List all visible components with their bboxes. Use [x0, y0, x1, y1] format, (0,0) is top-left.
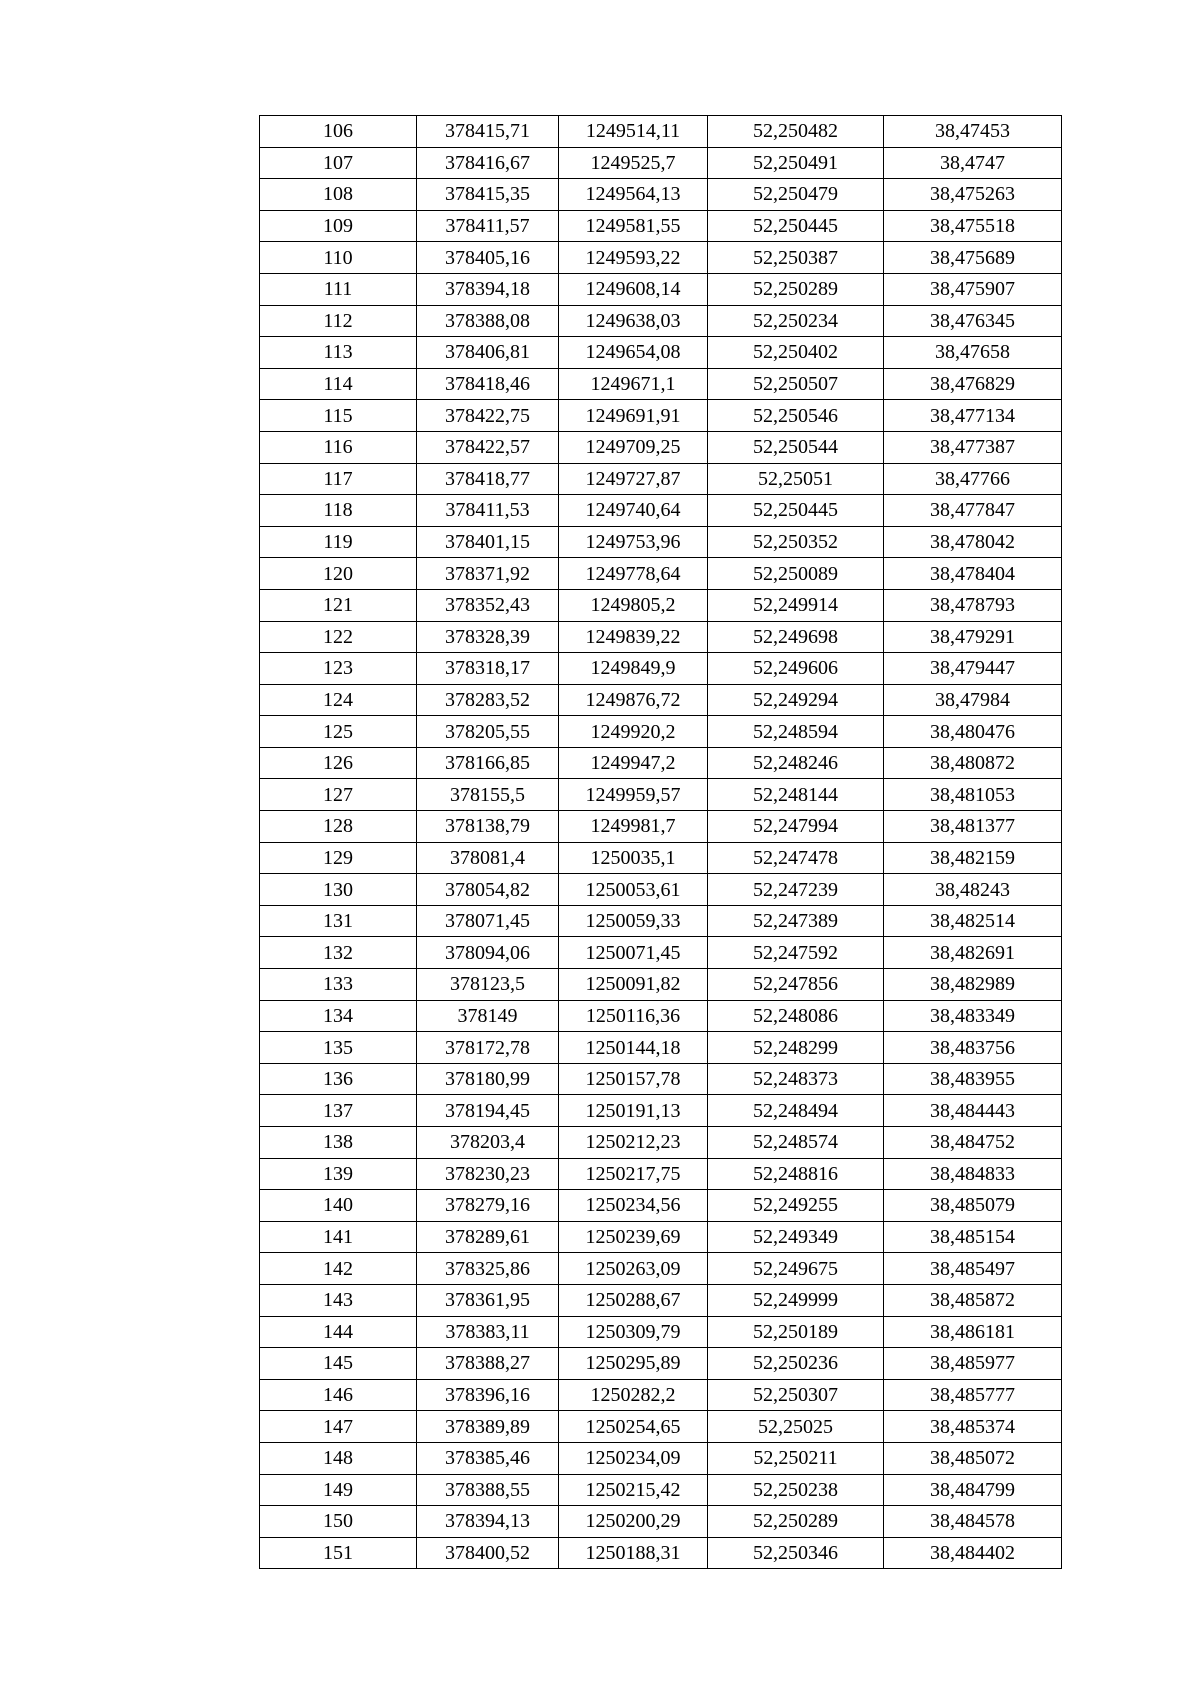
y-coordinate-cell: 1250234,56	[559, 1190, 708, 1222]
y-coordinate-cell: 1249981,7	[559, 811, 708, 843]
x-coordinate-cell: 378415,71	[417, 116, 559, 148]
y-coordinate-cell: 1249839,22	[559, 621, 708, 653]
point-number-cell: 109	[260, 210, 417, 242]
latitude-cell: 52,249606	[708, 653, 884, 685]
table-row	[260, 1190, 1062, 1222]
x-coordinate-cell: 378289,61	[417, 1221, 559, 1253]
longitude-cell: 38,475263	[884, 179, 1062, 211]
latitude-cell: 52,250236	[708, 1348, 884, 1380]
point-number-cell: 140	[260, 1190, 417, 1222]
longitude-cell: 38,478793	[884, 589, 1062, 621]
point-number-cell: 124	[260, 684, 417, 716]
longitude-cell: 38,47984	[884, 684, 1062, 716]
y-coordinate-cell: 1249849,9	[559, 653, 708, 685]
point-number-cell: 126	[260, 747, 417, 779]
x-coordinate-cell: 378318,17	[417, 653, 559, 685]
table-row	[260, 1506, 1062, 1538]
y-coordinate-cell: 1250053,61	[559, 874, 708, 906]
latitude-cell: 52,250211	[708, 1442, 884, 1474]
x-coordinate-cell: 378230,23	[417, 1158, 559, 1190]
point-number-cell: 117	[260, 463, 417, 495]
latitude-cell: 52,247478	[708, 842, 884, 874]
point-number-cell: 150	[260, 1506, 417, 1538]
point-number-cell: 120	[260, 558, 417, 590]
latitude-cell: 52,250445	[708, 210, 884, 242]
y-coordinate-cell: 1249691,91	[559, 400, 708, 432]
x-coordinate-cell: 378396,16	[417, 1379, 559, 1411]
point-number-cell: 123	[260, 653, 417, 685]
x-coordinate-cell: 378394,13	[417, 1506, 559, 1538]
latitude-cell: 52,25025	[708, 1411, 884, 1443]
x-coordinate-cell: 378138,79	[417, 811, 559, 843]
x-coordinate-cell: 378071,45	[417, 905, 559, 937]
table-row	[260, 779, 1062, 811]
latitude-cell: 52,250546	[708, 400, 884, 432]
x-coordinate-cell: 378415,35	[417, 179, 559, 211]
y-coordinate-cell: 1249709,25	[559, 431, 708, 463]
x-coordinate-cell: 378194,45	[417, 1095, 559, 1127]
table-row	[260, 969, 1062, 1001]
latitude-cell: 52,250234	[708, 305, 884, 337]
point-number-cell: 141	[260, 1221, 417, 1253]
x-coordinate-cell: 378405,16	[417, 242, 559, 274]
longitude-cell: 38,484799	[884, 1474, 1062, 1506]
x-coordinate-cell: 378416,67	[417, 147, 559, 179]
point-number-cell: 149	[260, 1474, 417, 1506]
table-row	[260, 1253, 1062, 1285]
longitude-cell: 38,483955	[884, 1063, 1062, 1095]
latitude-cell: 52,249914	[708, 589, 884, 621]
x-coordinate-cell: 378279,16	[417, 1190, 559, 1222]
longitude-cell: 38,480476	[884, 716, 1062, 748]
longitude-cell: 38,475907	[884, 273, 1062, 305]
latitude-cell: 52,250491	[708, 147, 884, 179]
latitude-cell: 52,250352	[708, 526, 884, 558]
latitude-cell: 52,247856	[708, 969, 884, 1001]
table-row	[260, 305, 1062, 337]
latitude-cell: 52,249294	[708, 684, 884, 716]
x-coordinate-cell: 378411,57	[417, 210, 559, 242]
y-coordinate-cell: 1249608,14	[559, 273, 708, 305]
y-coordinate-cell: 1249947,2	[559, 747, 708, 779]
point-number-cell: 114	[260, 368, 417, 400]
latitude-cell: 52,249255	[708, 1190, 884, 1222]
point-number-cell: 122	[260, 621, 417, 653]
x-coordinate-cell: 378054,82	[417, 874, 559, 906]
point-number-cell: 144	[260, 1316, 417, 1348]
table-row	[260, 1000, 1062, 1032]
latitude-cell: 52,250445	[708, 495, 884, 527]
table-row	[260, 1316, 1062, 1348]
latitude-cell: 52,248144	[708, 779, 884, 811]
longitude-cell: 38,485777	[884, 1379, 1062, 1411]
x-coordinate-cell: 378203,4	[417, 1127, 559, 1159]
latitude-cell: 52,248299	[708, 1032, 884, 1064]
latitude-cell: 52,248246	[708, 747, 884, 779]
y-coordinate-cell: 1250200,29	[559, 1506, 708, 1538]
longitude-cell: 38,483756	[884, 1032, 1062, 1064]
x-coordinate-cell: 378418,77	[417, 463, 559, 495]
latitude-cell: 52,248594	[708, 716, 884, 748]
table-row	[260, 811, 1062, 843]
longitude-cell: 38,485977	[884, 1348, 1062, 1380]
x-coordinate-cell: 378422,75	[417, 400, 559, 432]
x-coordinate-cell: 378081,4	[417, 842, 559, 874]
longitude-cell: 38,475518	[884, 210, 1062, 242]
y-coordinate-cell: 1249671,1	[559, 368, 708, 400]
latitude-cell: 52,250089	[708, 558, 884, 590]
longitude-cell: 38,477387	[884, 431, 1062, 463]
point-number-cell: 135	[260, 1032, 417, 1064]
point-number-cell: 128	[260, 811, 417, 843]
table-row	[260, 747, 1062, 779]
longitude-cell: 38,484578	[884, 1506, 1062, 1538]
table-row	[260, 1537, 1062, 1569]
table-row	[260, 842, 1062, 874]
x-coordinate-cell: 378361,95	[417, 1284, 559, 1316]
x-coordinate-cell: 378388,08	[417, 305, 559, 337]
point-number-cell: 108	[260, 179, 417, 211]
point-number-cell: 137	[260, 1095, 417, 1127]
point-number-cell: 133	[260, 969, 417, 1001]
y-coordinate-cell: 1249638,03	[559, 305, 708, 337]
table-row	[260, 716, 1062, 748]
point-number-cell: 121	[260, 589, 417, 621]
table-row	[260, 1221, 1062, 1253]
x-coordinate-cell: 378180,99	[417, 1063, 559, 1095]
point-number-cell: 116	[260, 431, 417, 463]
y-coordinate-cell: 1249753,96	[559, 526, 708, 558]
y-coordinate-cell: 1250035,1	[559, 842, 708, 874]
longitude-cell: 38,479291	[884, 621, 1062, 653]
point-number-cell: 139	[260, 1158, 417, 1190]
y-coordinate-cell: 1250309,79	[559, 1316, 708, 1348]
point-number-cell: 132	[260, 937, 417, 969]
longitude-cell: 38,485079	[884, 1190, 1062, 1222]
latitude-cell: 52,247592	[708, 937, 884, 969]
y-coordinate-cell: 1249805,2	[559, 589, 708, 621]
table-row	[260, 937, 1062, 969]
point-number-cell: 147	[260, 1411, 417, 1443]
x-coordinate-cell: 378328,39	[417, 621, 559, 653]
latitude-cell: 52,250507	[708, 368, 884, 400]
x-coordinate-cell: 378155,5	[417, 779, 559, 811]
x-coordinate-cell: 378352,43	[417, 589, 559, 621]
latitude-cell: 52,250402	[708, 337, 884, 369]
y-coordinate-cell: 1250059,33	[559, 905, 708, 937]
x-coordinate-cell: 378166,85	[417, 747, 559, 779]
latitude-cell: 52,250238	[708, 1474, 884, 1506]
longitude-cell: 38,47658	[884, 337, 1062, 369]
latitude-cell: 52,248574	[708, 1127, 884, 1159]
longitude-cell: 38,481377	[884, 811, 1062, 843]
y-coordinate-cell: 1250191,13	[559, 1095, 708, 1127]
latitude-cell: 52,250346	[708, 1537, 884, 1569]
y-coordinate-cell: 1250215,42	[559, 1474, 708, 1506]
point-number-cell: 130	[260, 874, 417, 906]
y-coordinate-cell: 1250071,45	[559, 937, 708, 969]
longitude-cell: 38,480872	[884, 747, 1062, 779]
longitude-cell: 38,484402	[884, 1537, 1062, 1569]
point-number-cell: 148	[260, 1442, 417, 1474]
y-coordinate-cell: 1249959,57	[559, 779, 708, 811]
point-number-cell: 145	[260, 1348, 417, 1380]
y-coordinate-cell: 1250282,2	[559, 1379, 708, 1411]
table-row	[260, 431, 1062, 463]
y-coordinate-cell: 1249920,2	[559, 716, 708, 748]
point-number-cell: 113	[260, 337, 417, 369]
table-row	[260, 589, 1062, 621]
x-coordinate-cell: 378385,46	[417, 1442, 559, 1474]
y-coordinate-cell: 1249778,64	[559, 558, 708, 590]
x-coordinate-cell: 378400,52	[417, 1537, 559, 1569]
x-coordinate-cell: 378388,55	[417, 1474, 559, 1506]
table-row	[260, 368, 1062, 400]
x-coordinate-cell: 378388,27	[417, 1348, 559, 1380]
x-coordinate-cell: 378401,15	[417, 526, 559, 558]
table-row	[260, 1411, 1062, 1443]
table-row	[260, 495, 1062, 527]
y-coordinate-cell: 1250254,65	[559, 1411, 708, 1443]
table-row	[260, 558, 1062, 590]
x-coordinate-cell: 378383,11	[417, 1316, 559, 1348]
table-row	[260, 400, 1062, 432]
latitude-cell: 52,249999	[708, 1284, 884, 1316]
y-coordinate-cell: 1249564,13	[559, 179, 708, 211]
longitude-cell: 38,485154	[884, 1221, 1062, 1253]
longitude-cell: 38,481053	[884, 779, 1062, 811]
table-row	[260, 463, 1062, 495]
y-coordinate-cell: 1250217,75	[559, 1158, 708, 1190]
latitude-cell: 52,250479	[708, 179, 884, 211]
y-coordinate-cell: 1250116,36	[559, 1000, 708, 1032]
longitude-cell: 38,486181	[884, 1316, 1062, 1348]
y-coordinate-cell: 1250144,18	[559, 1032, 708, 1064]
y-coordinate-cell: 1250295,89	[559, 1348, 708, 1380]
longitude-cell: 38,484833	[884, 1158, 1062, 1190]
point-number-cell: 111	[260, 273, 417, 305]
x-coordinate-cell: 378406,81	[417, 337, 559, 369]
x-coordinate-cell: 378172,78	[417, 1032, 559, 1064]
x-coordinate-cell: 378283,52	[417, 684, 559, 716]
point-number-cell: 112	[260, 305, 417, 337]
longitude-cell: 38,476345	[884, 305, 1062, 337]
longitude-cell: 38,482159	[884, 842, 1062, 874]
y-coordinate-cell: 1250239,69	[559, 1221, 708, 1253]
coordinate-table-body	[260, 116, 1062, 1569]
table-row	[260, 1379, 1062, 1411]
table-row	[260, 1348, 1062, 1380]
x-coordinate-cell: 378149	[417, 1000, 559, 1032]
point-number-cell: 107	[260, 147, 417, 179]
latitude-cell: 52,247239	[708, 874, 884, 906]
point-number-cell: 142	[260, 1253, 417, 1285]
table-row	[260, 1158, 1062, 1190]
point-number-cell: 125	[260, 716, 417, 748]
latitude-cell: 52,248816	[708, 1158, 884, 1190]
longitude-cell: 38,485374	[884, 1411, 1062, 1443]
x-coordinate-cell: 378394,18	[417, 273, 559, 305]
latitude-cell: 52,250307	[708, 1379, 884, 1411]
y-coordinate-cell: 1250263,09	[559, 1253, 708, 1285]
longitude-cell: 38,479447	[884, 653, 1062, 685]
longitude-cell: 38,47453	[884, 116, 1062, 148]
latitude-cell: 52,248373	[708, 1063, 884, 1095]
longitude-cell: 38,485872	[884, 1284, 1062, 1316]
latitude-cell: 52,247389	[708, 905, 884, 937]
longitude-cell: 38,4747	[884, 147, 1062, 179]
table-row	[260, 337, 1062, 369]
table-row	[260, 1474, 1062, 1506]
table-row	[260, 905, 1062, 937]
table-row	[260, 1063, 1062, 1095]
y-coordinate-cell: 1249727,87	[559, 463, 708, 495]
latitude-cell: 52,247994	[708, 811, 884, 843]
longitude-cell: 38,478404	[884, 558, 1062, 590]
y-coordinate-cell: 1250157,78	[559, 1063, 708, 1095]
point-number-cell: 134	[260, 1000, 417, 1032]
longitude-cell: 38,482514	[884, 905, 1062, 937]
y-coordinate-cell: 1249876,72	[559, 684, 708, 716]
longitude-cell: 38,48243	[884, 874, 1062, 906]
table-row	[260, 1032, 1062, 1064]
x-coordinate-cell: 378422,57	[417, 431, 559, 463]
table-row	[260, 684, 1062, 716]
point-number-cell: 119	[260, 526, 417, 558]
latitude-cell: 52,249349	[708, 1221, 884, 1253]
coordinate-table	[259, 115, 1062, 1569]
y-coordinate-cell: 1249514,11	[559, 116, 708, 148]
longitude-cell: 38,485072	[884, 1442, 1062, 1474]
point-number-cell: 127	[260, 779, 417, 811]
longitude-cell: 38,476829	[884, 368, 1062, 400]
point-number-cell: 110	[260, 242, 417, 274]
table-row	[260, 242, 1062, 274]
x-coordinate-cell: 378123,5	[417, 969, 559, 1001]
point-number-cell: 131	[260, 905, 417, 937]
y-coordinate-cell: 1250188,31	[559, 1537, 708, 1569]
longitude-cell: 38,475689	[884, 242, 1062, 274]
longitude-cell: 38,482691	[884, 937, 1062, 969]
table-row	[260, 1284, 1062, 1316]
longitude-cell: 38,477847	[884, 495, 1062, 527]
y-coordinate-cell: 1250091,82	[559, 969, 708, 1001]
table-row	[260, 1127, 1062, 1159]
x-coordinate-cell: 378325,86	[417, 1253, 559, 1285]
y-coordinate-cell: 1249525,7	[559, 147, 708, 179]
latitude-cell: 52,250544	[708, 431, 884, 463]
x-coordinate-cell: 378389,89	[417, 1411, 559, 1443]
x-coordinate-cell: 378205,55	[417, 716, 559, 748]
table-row	[260, 621, 1062, 653]
longitude-cell: 38,484752	[884, 1127, 1062, 1159]
table-row	[260, 147, 1062, 179]
point-number-cell: 143	[260, 1284, 417, 1316]
table-row	[260, 526, 1062, 558]
table-row	[260, 874, 1062, 906]
latitude-cell: 52,250289	[708, 273, 884, 305]
longitude-cell: 38,484443	[884, 1095, 1062, 1127]
y-coordinate-cell: 1249740,64	[559, 495, 708, 527]
point-number-cell: 151	[260, 1537, 417, 1569]
x-coordinate-cell: 378371,92	[417, 558, 559, 590]
point-number-cell: 136	[260, 1063, 417, 1095]
point-number-cell: 146	[260, 1379, 417, 1411]
x-coordinate-cell: 378094,06	[417, 937, 559, 969]
y-coordinate-cell: 1250212,23	[559, 1127, 708, 1159]
table-row	[260, 273, 1062, 305]
longitude-cell: 38,485497	[884, 1253, 1062, 1285]
y-coordinate-cell: 1250234,09	[559, 1442, 708, 1474]
point-number-cell: 106	[260, 116, 417, 148]
longitude-cell: 38,482989	[884, 969, 1062, 1001]
table-row	[260, 116, 1062, 148]
point-number-cell: 118	[260, 495, 417, 527]
point-number-cell: 129	[260, 842, 417, 874]
latitude-cell: 52,250289	[708, 1506, 884, 1538]
table-row	[260, 1442, 1062, 1474]
y-coordinate-cell: 1250288,67	[559, 1284, 708, 1316]
y-coordinate-cell: 1249654,08	[559, 337, 708, 369]
table-row	[260, 653, 1062, 685]
x-coordinate-cell: 378418,46	[417, 368, 559, 400]
latitude-cell: 52,249698	[708, 621, 884, 653]
table-row	[260, 210, 1062, 242]
longitude-cell: 38,477134	[884, 400, 1062, 432]
y-coordinate-cell: 1249581,55	[559, 210, 708, 242]
table-row	[260, 1095, 1062, 1127]
longitude-cell: 38,483349	[884, 1000, 1062, 1032]
latitude-cell: 52,25051	[708, 463, 884, 495]
latitude-cell: 52,250189	[708, 1316, 884, 1348]
point-number-cell: 115	[260, 400, 417, 432]
latitude-cell: 52,248086	[708, 1000, 884, 1032]
x-coordinate-cell: 378411,53	[417, 495, 559, 527]
latitude-cell: 52,250387	[708, 242, 884, 274]
latitude-cell: 52,248494	[708, 1095, 884, 1127]
latitude-cell: 52,249675	[708, 1253, 884, 1285]
point-number-cell: 138	[260, 1127, 417, 1159]
latitude-cell: 52,250482	[708, 116, 884, 148]
table-row	[260, 179, 1062, 211]
longitude-cell: 38,478042	[884, 526, 1062, 558]
y-coordinate-cell: 1249593,22	[559, 242, 708, 274]
longitude-cell: 38,47766	[884, 463, 1062, 495]
